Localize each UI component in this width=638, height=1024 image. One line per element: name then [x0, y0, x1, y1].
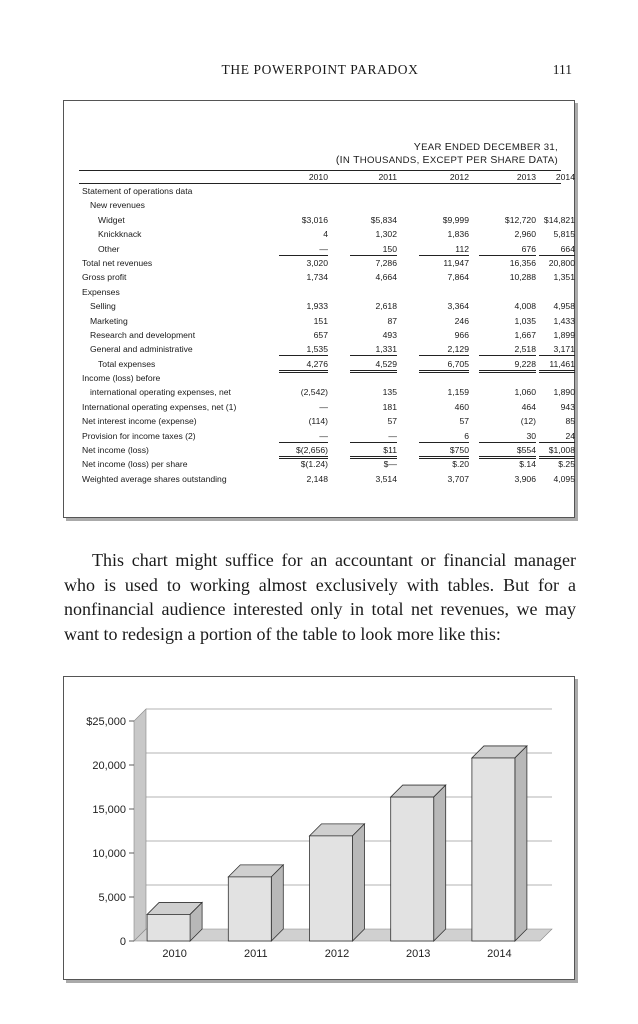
table-cell-2010: — [279, 430, 328, 443]
row-label: international operating expenses, net [90, 387, 231, 398]
table-cell-2013: 1,667 [514, 329, 536, 340]
table-row [79, 184, 561, 198]
x-tick-label: 2013 [405, 948, 431, 960]
table-row [79, 270, 575, 284]
table-cell-2011: $11 [350, 444, 397, 459]
table-cell-2014: 4,095 [553, 473, 575, 484]
table-cell-2011: 2,618 [375, 301, 397, 312]
table-cell-2011: 1,331 [350, 343, 397, 356]
table-cell-2010: 151 [313, 315, 328, 326]
row-label: Net income (loss) per share [82, 459, 188, 470]
table-cell-2014: $14,821 [543, 214, 575, 225]
table-cell-2013: 16,356 [509, 257, 536, 268]
table-cell-2011: 135 [382, 387, 397, 398]
table-cell-2014: $.25 [558, 459, 575, 470]
y-tick-label: 5,000 [98, 892, 126, 904]
table-row [79, 357, 575, 371]
table-row [79, 213, 575, 227]
y-tick-label: 15,000 [92, 804, 126, 816]
row-label: Provision for income taxes (2) [82, 430, 196, 441]
row-label: New revenues [90, 200, 145, 211]
table-row [79, 242, 575, 256]
table-cell-2014: 24 [539, 430, 575, 443]
revenue-chart-box [63, 676, 575, 980]
table-cell-2012: 7,864 [447, 272, 469, 283]
table-cell-2013: 1,035 [514, 315, 536, 326]
table-cell-2014: 1,351 [553, 272, 575, 283]
table-cell-2014: 5,815 [553, 229, 575, 240]
left-wall [134, 709, 146, 941]
running-head [64, 62, 576, 80]
bar-side-2014 [515, 746, 527, 941]
bar-side-2011 [271, 865, 283, 941]
table-cell-2011: 4,664 [375, 272, 397, 283]
table-cell-2011: — [350, 430, 397, 443]
row-label: Net income (loss) [82, 445, 149, 456]
table-cell-2013: 676 [479, 243, 536, 256]
table-cell-2010: 2,148 [306, 473, 328, 484]
table-cell-2013: $554 [479, 444, 536, 459]
table-cell-2013: (12) [520, 416, 536, 427]
table-cell-2011: $5,834 [370, 214, 397, 225]
table-caption-line-2: (IN THOUSANDS, EXCEPT PER SHARE DATA) [335, 154, 558, 166]
y-tick-label: 10,000 [92, 848, 126, 860]
x-tick-label: 2010 [162, 948, 187, 960]
table-cell-2014: 85 [565, 416, 575, 427]
table-row [79, 285, 561, 299]
table-cell-2013: 10,288 [509, 272, 536, 283]
table-row [79, 385, 575, 399]
table-cell-2011: 181 [382, 401, 397, 412]
row-label: Net interest income (expense) [82, 416, 197, 427]
table-row [79, 414, 575, 428]
table-cell-2012: 1,159 [447, 387, 469, 398]
row-label: General and administrative [90, 344, 193, 355]
row-label: Expenses [82, 286, 120, 297]
table-cell-2014: 4,958 [553, 301, 575, 312]
x-tick-label: 2011 [243, 948, 268, 960]
table-cell-2011: 7,286 [375, 257, 397, 268]
table-cell-2013: 2,518 [479, 343, 536, 356]
table-cell-2013: 1,060 [514, 387, 536, 398]
table-cell-2013: $12,720 [504, 214, 536, 225]
row-label: Widget [98, 214, 125, 225]
table-cell-2010: — [279, 243, 328, 256]
table-cell-2012: 3,707 [447, 473, 469, 484]
table-cell-2013: 30 [479, 430, 536, 443]
table-body [79, 184, 575, 486]
running-title: THE POWERPOINT PARADOX [221, 62, 419, 77]
table-row [79, 472, 575, 486]
table-cell-2010: 1,933 [306, 301, 328, 312]
year-header-row [79, 170, 575, 184]
table-caption-line-1: YEAR ENDED DECEMBER 31, [413, 141, 558, 153]
table-row [79, 299, 575, 313]
table-row [79, 457, 575, 471]
row-label: Total net revenues [82, 257, 153, 268]
table-cell-2014: 1,890 [553, 387, 575, 398]
table-cell-2014: 1,433 [553, 315, 575, 326]
bar-side-2013 [434, 785, 446, 941]
table-cell-2012: 2,129 [419, 343, 469, 356]
bar-2013 [391, 797, 434, 941]
table-cell-2010: 4 [323, 229, 328, 240]
year-header-2014: 2014 [555, 172, 575, 182]
table-cell-2010: $(1.24) [300, 459, 328, 470]
table-row [79, 400, 575, 414]
table-cell-2012: 460 [454, 401, 469, 412]
table-cell-2013: $.14 [519, 459, 536, 470]
x-tick-label: 2012 [324, 948, 350, 960]
bar-2014 [472, 758, 515, 941]
table-cell-2013: 2,960 [514, 229, 536, 240]
table-cell-2014: 943 [560, 401, 575, 412]
table-cell-2011: 493 [382, 329, 397, 340]
row-label: Research and development [90, 329, 196, 340]
table-cell-2010: $3,016 [301, 214, 328, 225]
row-label: Statement of operations data [82, 186, 193, 196]
y-tick-label: 20,000 [92, 760, 126, 772]
table-row [79, 256, 575, 270]
table-cell-2011: 150 [350, 243, 397, 256]
table-row [79, 342, 575, 356]
table-cell-2011: 1,302 [375, 229, 397, 240]
table-cell-2014: 11,461 [539, 358, 575, 373]
row-label: Total expenses [98, 358, 156, 369]
body-paragraph: This chart might suffice for an accountant or financial manager who is used to working almost exclusively with tables. But for a nonfinancial audience interested only in total net revenues, we may want to redesign a portion of the table to look more like this: [64, 550, 576, 644]
row-label: Selling [90, 301, 116, 312]
row-label: Marketing [90, 315, 128, 326]
table-cell-2012: 57 [459, 416, 469, 427]
table-cell-2012: 11,947 [443, 257, 469, 268]
table-cell-2012: 6 [419, 430, 469, 443]
table-cell-2010: 657 [313, 329, 328, 340]
x-tick-label: 2014 [487, 948, 512, 960]
page-number: 111 [552, 62, 572, 77]
bar-2012 [310, 836, 353, 941]
table-cell-2012: 112 [419, 243, 469, 256]
table-cell-2010: 1,535 [279, 343, 328, 356]
bar-2011 [228, 877, 271, 941]
table-row [79, 198, 561, 212]
row-label: Gross profit [82, 272, 127, 283]
row-label: International operating expenses, net (1) [82, 401, 237, 412]
row-label: Weighted average shares outstanding [82, 473, 227, 484]
year-header-2013: 2013 [516, 172, 536, 182]
bar-2010 [147, 914, 190, 941]
table-row [79, 371, 561, 385]
table-cell-2012: 966 [454, 329, 469, 340]
bar-side-2012 [353, 824, 365, 941]
table-cell-2012: 246 [454, 315, 469, 326]
table-cell-2011: 3,514 [375, 473, 397, 484]
y-tick-label: $25,000 [86, 716, 126, 728]
financial-table-box [63, 100, 575, 518]
table-cell-2012: 3,364 [447, 301, 469, 312]
table-cell-2013: 4,008 [514, 301, 536, 312]
table-cell-2012: $9,999 [442, 214, 469, 225]
row-label: Income (loss) before [82, 373, 161, 384]
table-cell-2014: $1,008 [539, 444, 575, 459]
table-cell-2014: 1,899 [553, 329, 575, 340]
table-cell-2013: 3,906 [514, 473, 536, 484]
year-header-2010: 2010 [308, 172, 328, 182]
table-cell-2013: 464 [521, 401, 536, 412]
y-tick-label: 0 [119, 936, 126, 948]
table-cell-2010: (114) [308, 416, 328, 427]
table-cell-2011: 4,529 [350, 358, 397, 373]
table-cell-2014: 3,171 [539, 343, 575, 356]
table-cell-2010: — [319, 401, 328, 412]
table-cell-2012: $.20 [452, 459, 469, 470]
table-cell-2011: $— [383, 459, 397, 470]
table-cell-2011: 87 [387, 315, 397, 326]
revenue-bar-chart [64, 677, 574, 979]
table-row [79, 429, 575, 443]
table-cell-2010: $(2,656) [279, 444, 328, 459]
financial-table [79, 141, 575, 486]
table-cell-2012: $750 [419, 444, 469, 459]
year-header-2011: 2011 [378, 172, 397, 182]
table-row [79, 314, 575, 328]
table-cell-2010: 3,020 [306, 257, 328, 268]
table-cell-2014: 20,800 [548, 257, 575, 268]
table-cell-2014: 664 [539, 243, 575, 256]
table-row [79, 227, 575, 241]
table-cell-2010: (2,542) [300, 387, 328, 398]
table-row [79, 443, 575, 457]
table-cell-2012: 6,705 [419, 358, 469, 373]
table-cell-2010: 4,276 [279, 358, 328, 373]
table-cell-2011: 57 [387, 416, 397, 427]
table-cell-2013: 9,228 [479, 358, 536, 373]
row-label: Knickknack [98, 229, 142, 240]
table-row [79, 328, 575, 342]
year-header-2012: 2012 [449, 172, 469, 182]
table-cell-2010: 1,734 [306, 272, 328, 283]
row-label: Other [98, 243, 120, 254]
table-cell-2012: 1,836 [447, 229, 469, 240]
